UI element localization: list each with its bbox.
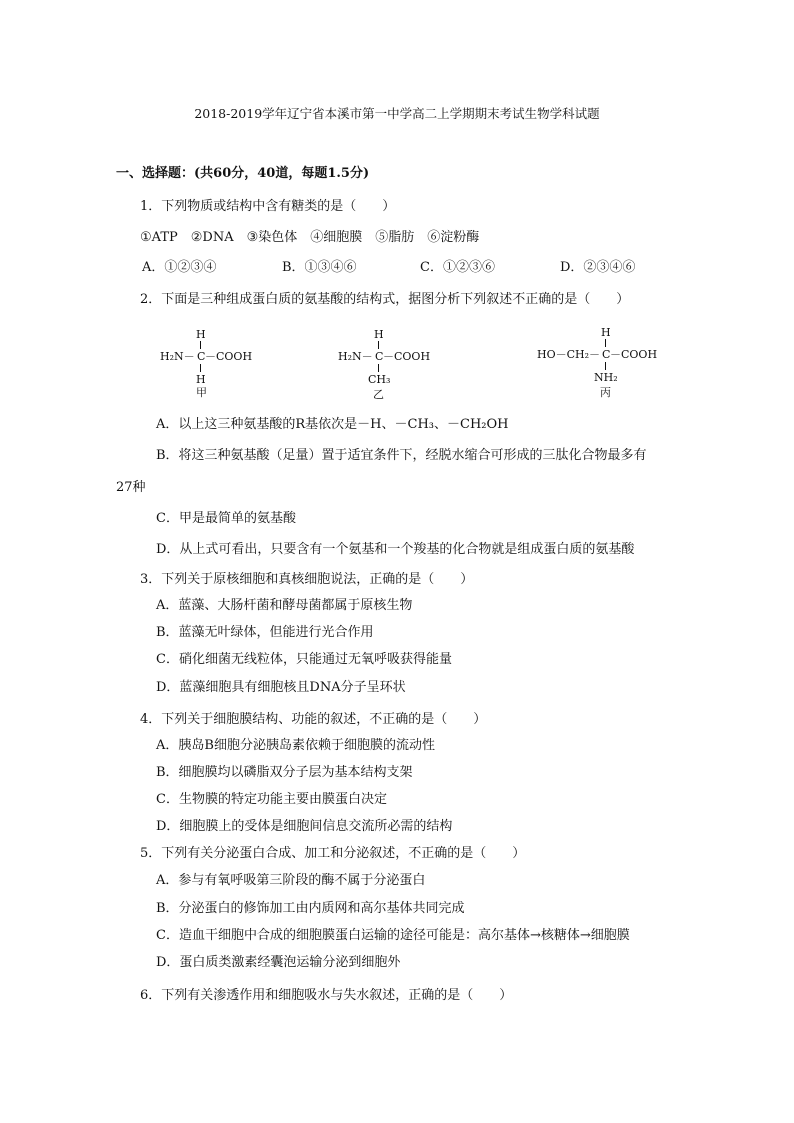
mol-bing-right: －COOH [610, 348, 658, 361]
mol-bing-bond-bottom [605, 362, 606, 370]
page-title: 2018-2019学年辽宁省本溪市第一中学高二上学期期末考试生物学科试题 [194, 106, 600, 121]
mol-yi-bottom: CH₃ [368, 373, 391, 386]
question-5-option-b: B．分泌蛋白的修饰加工由内质网和高尔基体共同完成 [156, 901, 465, 916]
question-3-stem: 3．下列关于原核细胞和真核细胞说法，正确的是（ ） [140, 572, 474, 587]
mol-jia-bottom: H [196, 373, 206, 386]
mol-yi-left: H₂N－ [338, 350, 373, 363]
question-5-option-a: A．参与有氧呼吸第三阶段的酶不属于分泌蛋白 [156, 873, 426, 888]
question-3-option-a: A．蓝藻、大肠杆菌和酵母菌都属于原核生物 [156, 598, 413, 613]
mol-yi-bond-bottom [378, 364, 379, 372]
mol-bing-bottom: NH₂ [594, 371, 618, 384]
question-2-option-d: D．从上式可看出，只要含有一个氨基和一个羧基的化合物就是组成蛋白质的氨基酸 [156, 542, 635, 557]
mol-jia-bond-top [200, 341, 201, 349]
mol-yi-h-top: H [374, 328, 384, 341]
question-4-option-b: B．细胞膜均以磷脂双分子层为基本结构支架 [156, 765, 413, 780]
section-heading: 一、选择题：(共60分，40道，每题1.5分) [116, 166, 370, 181]
mol-jia-bond-bottom [200, 364, 201, 372]
mol-yi-label: 乙 [373, 388, 384, 401]
question-2-option-c: C．甲是最简单的氨基酸 [156, 511, 296, 526]
mol-jia-left: H₂N－ [160, 350, 195, 363]
question-3-option-b: B．蓝藻无叶绿体，但能进行光合作用 [156, 625, 374, 640]
mol-jia-right: －COOH [205, 350, 253, 363]
question-2-option-b-line1: B．将这三种氨基酸（足量）置于适宜条件下，经脱水缩合可形成的三肽化合物最多有 [156, 448, 647, 463]
mol-bing-h-top: H [601, 326, 611, 339]
question-6-stem: 6．下列有关渗透作用和细胞吸水与失水叙述，正确的是（ ） [140, 988, 513, 1003]
mol-bing-left: HO－CH₂－ [537, 348, 601, 361]
question-5-option-d: D．蛋白质类激素经囊泡运输分泌到细胞外 [156, 955, 401, 970]
question-4-option-d: D．细胞膜上的受体是细胞间信息交流所必需的结构 [156, 819, 453, 834]
question-5-option-c: C．造血干细胞中合成的细胞膜蛋白运输的途径可能是：高尔基体→核糖体→细胞膜 [156, 928, 630, 943]
question-2-stem: 2．下面是三种组成蛋白质的氨基酸的结构式，据图分析下列叙述不正确的是（ ） [140, 292, 630, 307]
mol-bing-c: C [602, 348, 611, 361]
question-2-option-a: A．以上这三种氨基酸的R基依次是－H、－CH₃、－CH₂OH [156, 417, 509, 432]
question-5-stem: 5．下列有关分泌蛋白合成、加工和分泌叙述，不正确的是（ ） [140, 846, 526, 861]
mol-bing-label: 丙 [600, 386, 611, 399]
question-1-option-b: B．①③④⑥ [282, 260, 357, 275]
question-4-stem: 4．下列关于细胞膜结构、功能的叙述，不正确的是（ ） [140, 712, 487, 727]
question-1-option-c: C．①②③⑥ [420, 260, 495, 275]
mol-yi-bond-top [378, 341, 379, 349]
question-3-option-c: C．硝化细菌无线粒体，只能通过无氧呼吸获得能量 [156, 652, 452, 667]
question-3-option-d: D．蓝藻细胞具有细胞核且DNA分子呈环状 [156, 680, 406, 695]
question-4-option-a: A．胰岛B细胞分泌胰岛素依赖于细胞膜的流动性 [156, 738, 435, 753]
question-1-stem: 1．下列物质或结构中含有糖类的是（ ） [140, 199, 396, 214]
question-1-items: ①ATP ②DNA ③染色体 ④细胞膜 ⑤脂肪 ⑥淀粉酶 [140, 230, 480, 245]
mol-bing-bond-top [605, 339, 606, 347]
question-2-option-b-line2: 27种 [116, 480, 146, 495]
mol-jia-c: C [197, 350, 206, 363]
mol-yi-right: －COOH [383, 350, 431, 363]
mol-jia-h-top: H [196, 328, 206, 341]
question-1-option-d: D．②③④⑥ [560, 260, 636, 275]
question-1-option-a: A．①②③④ [142, 260, 217, 275]
question-4-option-c: C．生物膜的特定功能主要由膜蛋白决定 [156, 792, 387, 807]
mol-jia-label: 甲 [196, 386, 207, 399]
mol-yi-c: C [375, 350, 384, 363]
